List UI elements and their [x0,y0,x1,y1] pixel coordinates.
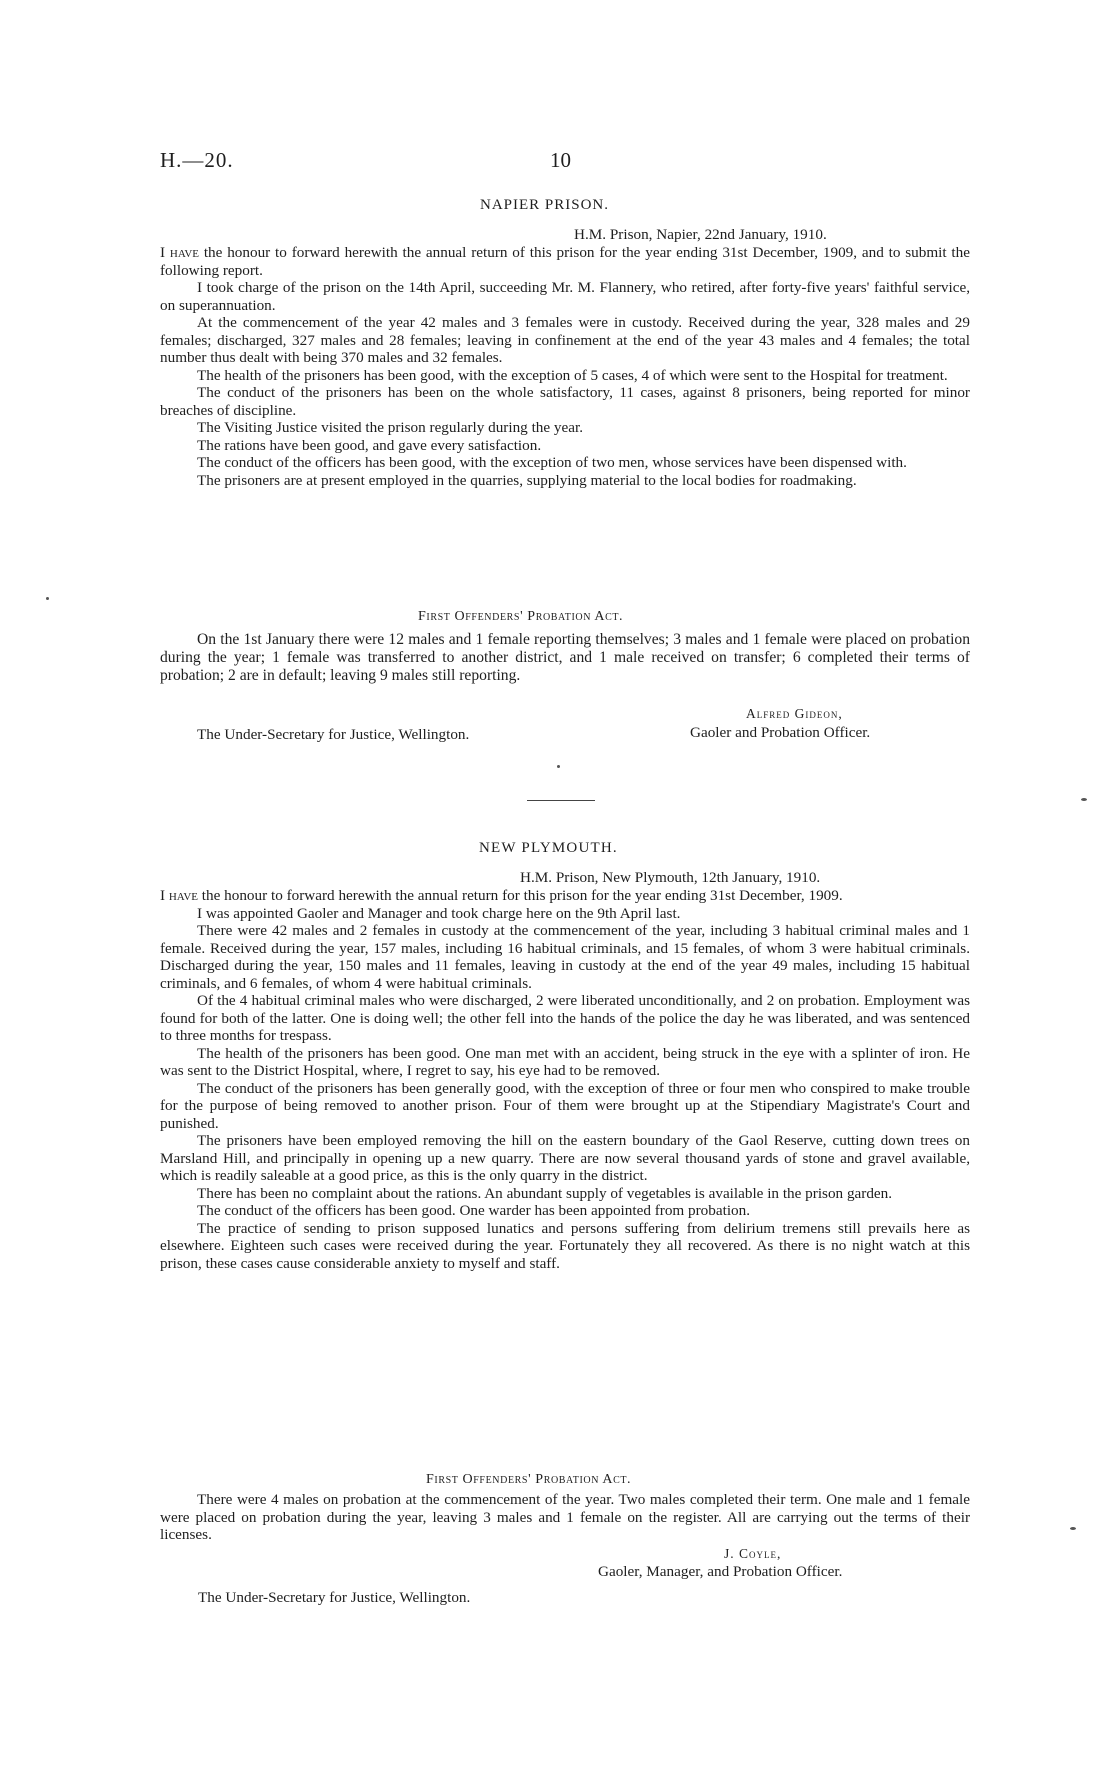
new-plymouth-probation-section [160,1491,970,1544]
napier-probation-heading: First Offenders' Probation Act. [418,609,624,624]
new-plymouth-signature-name: J. Coyle, [724,1546,782,1561]
new-plymouth-paragraph: There has been no complaint about the rations. An abundant supply of vegetables is available in the prison garden. [197,1184,893,1202]
new-plymouth-paragraph: The practice of sending to prison supposed lunatics and persons suffering from delirium tremens still prevails here as elsewhere. Eighteen such cases were received during the year. Fortunately they all recovered. As there is no night watch at this prison, these cases cause considerable anxiety to myself and staff. [160,1219,970,1272]
new-plymouth-title: NEW PLYMOUTH. [479,840,618,856]
napier-opening-caps: I have [160,244,200,261]
napier-probation-text: On the 1st January there were 12 males and 1 female reporting themselves; 3 males and 1 female were placed on probation during the year; 1 female was transferred to another district, and 1 male received on transfer; 6 completed their terms of probation; 2 are in default; leaving 9 males still reporting. [160,631,970,684]
scan-speck [557,765,560,768]
napier-addressee: The Under-Secretary for Justice, Wellington. [197,726,470,743]
new-plymouth-paragraph: The health of the prisoners has been good. One man met with an accident, being struck in the eye with a splinter of iron. He was sent to the District Hospital, where, I regret to say, his eye had to be removed. [160,1044,970,1079]
new-plymouth-paragraph: Of the 4 habitual criminal males who were discharged, 2 were liberated unconditionally, and 2 on probation. Employment was found for both of the latter. One is doing well; the other fell into the hands of the police the day he was liberated, and was sentenced to three months for trespass. [160,992,970,1044]
new-plymouth-opening-text: the honour to forward herewith the annual return for this prison for the year ending 31st December, 1909. [198,887,843,904]
section-code: H.—20. [160,148,234,172]
new-plymouth-probation-text: There were 4 males on probation at the commencement of the year. Two males completed their term. One male and 1 female were placed on probation during the year, leaving 3 males and 1 female on the register. All are carrying out the terms of their licenses. [160,1491,970,1543]
new-plymouth-paragraph: The prisoners have been employed removing the hill on the eastern boundary of the Gaol Reserve, cutting down trees on Marsland Hill, and principally in opening up a new quarry. There are now several thousand yards of stone and gravel available, which is readily saleable at a good price, as this is the only quarry in the district. [160,1132,970,1184]
napier-opening-text: the honour to forward herewith the annual return of this prison for the year ending 31st December, 1909, and to submit the following report. [160,244,970,279]
section-divider [527,800,595,801]
napier-signature-title: Gaoler and Probation Officer. [690,724,871,741]
napier-paragraph: The health of the prisoners has been good, with the exception of 5 cases, 4 of which were sent to the Hospital for treatment. [197,366,948,384]
napier-dateline: H.M. Prison, Napier, 22nd January, 1910. [574,226,827,243]
new-plymouth-report-body [160,887,970,1272]
page-number: 10 [550,148,571,172]
napier-signature-name: Alfred Gideon, [746,706,843,721]
napier-paragraph: The rations have been good, and gave every satisfaction. [197,436,542,454]
napier-paragraph: The conduct of the officers has been good, with the exception of two men, whose services have been dispensed with. [197,454,907,471]
napier-opening-paragraph [160,244,970,279]
napier-paragraph: The conduct of the prisoners has been on the whole satisfactory, 11 cases, against 8 prisoners, being reported for minor breaches of discipline. [160,384,970,419]
napier-probation-section [160,631,970,684]
napier-title: NAPIER PRISON. [480,197,610,213]
napier-paragraph: At the commencement of the year 42 males and 3 females were in custody. Received during the year, 328 males and 29 females; discharged, 327 males and 28 females; leaving in confinement at the end of the year 43 males and 4 females; the total number thus dealt with being 370 males and 32 females. [160,314,970,366]
scan-speck [46,597,49,600]
new-plymouth-dateline: H.M. Prison, New Plymouth, 12th January, 1910. [520,869,821,886]
napier-paragraph: I took charge of the prison on the 14th April, succeeding Mr. M. Flannery, who retired, after forty-five years' faithful service, on superannuation. [160,279,970,314]
new-plymouth-opening-paragraph [160,887,970,905]
new-plymouth-paragraph: There were 42 males and 2 females in custody at the commencement of the year, including 3 habitual criminal males and 1 female. Received during the year, 157 males, including 16 habitual criminals, and 15 females, of whom 3 were habitual criminals. Discharged during the year, 150 males and 11 females, leaving in custody at the end of the year 49 males, including 15 habitual criminals, and 6 females, of whom 4 were habitual criminals. [160,922,970,992]
new-plymouth-signature-title: Gaoler, Manager, and Probation Officer. [598,1563,843,1580]
napier-report-body [160,244,970,489]
new-plymouth-paragraph: The conduct of the prisoners has been generally good, with the exception of three or four men who conspired to make trouble for the purpose of being removed to another prison. Four of them were brought up at the Stipendiary Magistrate's Court and punished. [160,1079,970,1132]
napier-paragraph: The Visiting Justice visited the prison regularly during the year. [197,419,584,436]
new-plymouth-opening-caps: I have [160,887,198,904]
scan-speck [1081,798,1087,801]
new-plymouth-probation-heading: First Offenders' Probation Act. [426,1472,632,1487]
scan-speck [1070,1527,1076,1530]
napier-paragraph: The prisoners are at present employed in the quarries, supplying material to the local bodies for roadmaking. [197,471,857,489]
new-plymouth-paragraph: I was appointed Gaoler and Manager and took charge here on the 9th April last. [197,904,681,922]
new-plymouth-addressee: The Under-Secretary for Justice, Wellington. [198,1589,471,1606]
new-plymouth-paragraph: The conduct of the officers has been good. One warder has been appointed from probation. [197,1202,751,1219]
